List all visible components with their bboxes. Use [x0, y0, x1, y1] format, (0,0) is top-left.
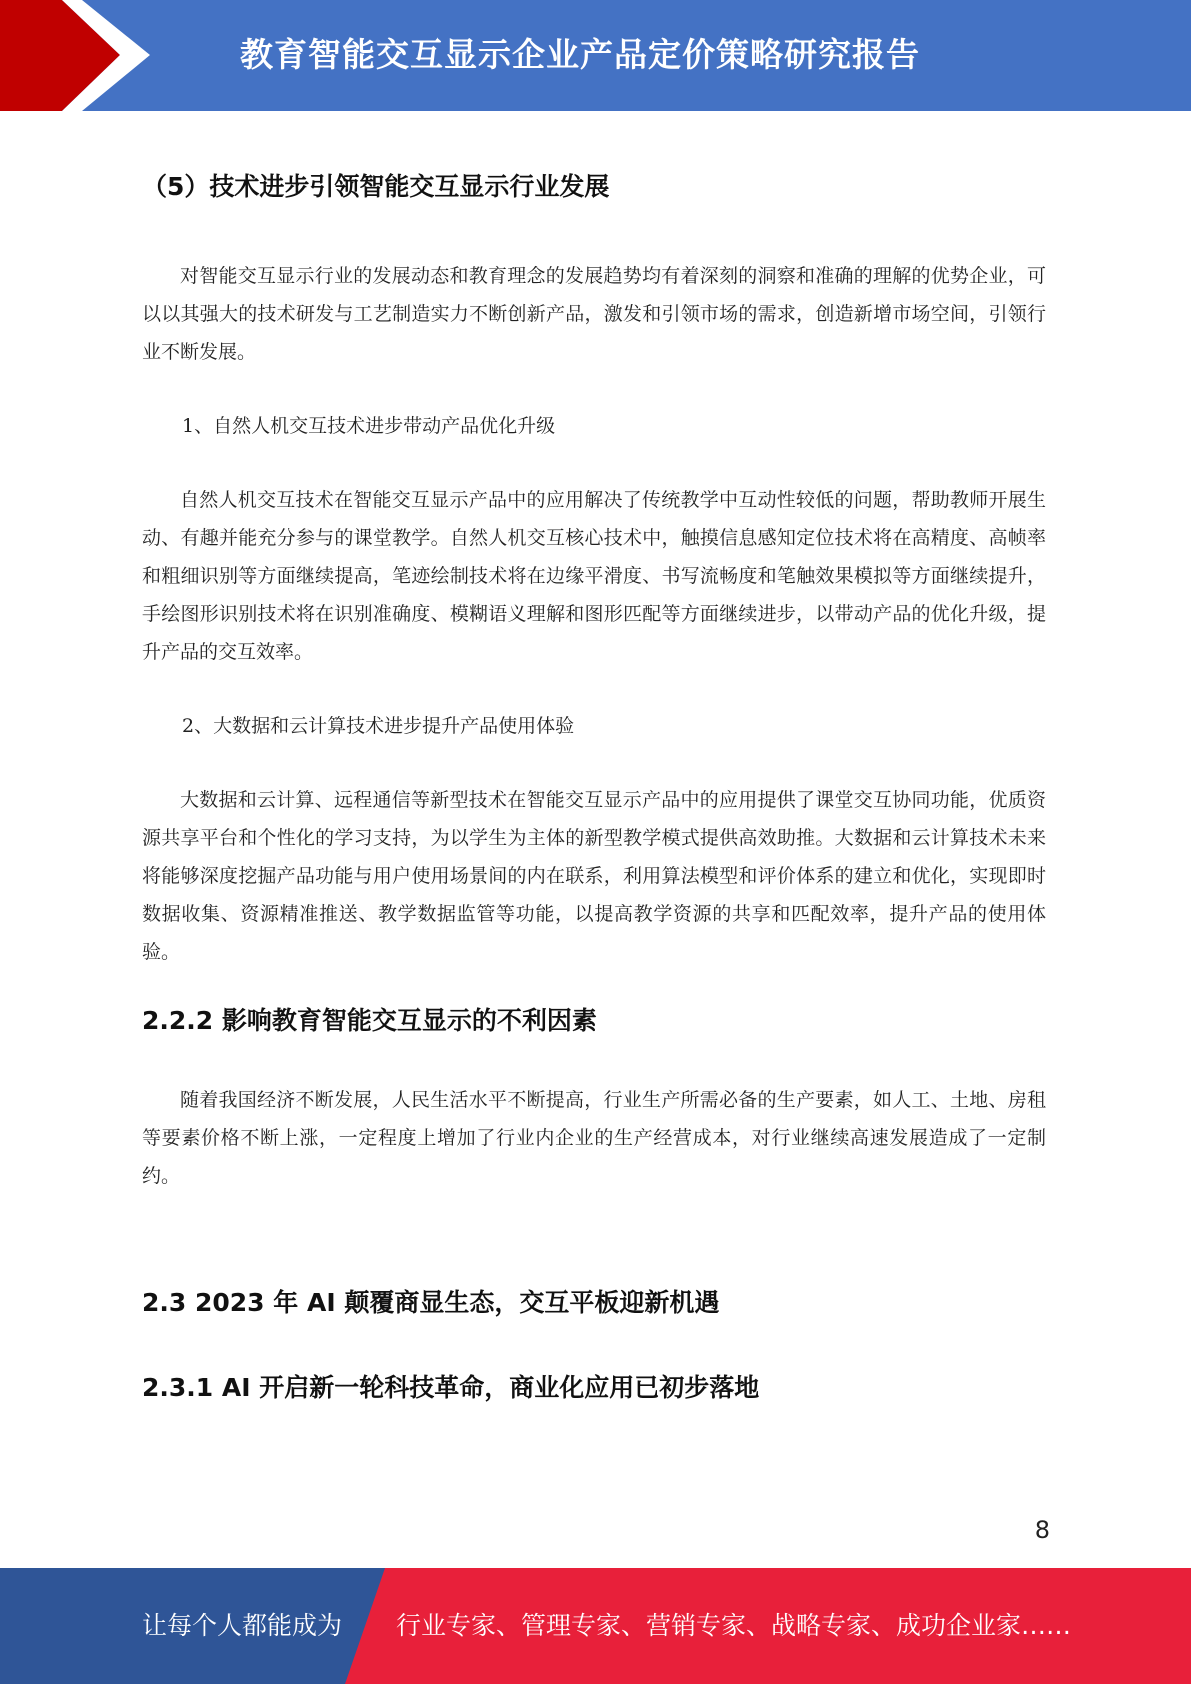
- paragraph-1: 对智能交互显示行业的发展动态和教育理念的发展趋势均有着深刻的洞察和准确的理解的优势企业，可以以其强大的技术研发与工艺制造实力不断创新产品，激发和引领市场的需求，创造新增市场空间，引领行业不断发展。: [142, 265, 1046, 363]
- header-banner: [0, 0, 1191, 111]
- list-item-2: 2、大数据和云计算技术进步提升产品使用体验: [182, 715, 575, 737]
- section-title-2-2-2: 2.2.2 影响教育智能交互显示的不利因素: [142, 1006, 597, 1035]
- page-number: 8: [1034, 1516, 1050, 1544]
- paragraph-4: 随着我国经济不断发展，人民生活水平不断提高，行业生产所需必备的生产要素，如人工、土地、房租等要素价格不断上涨，一定程度上增加了行业内企业的生产经营成本，对行业继续高速发展造成了一定制约。: [142, 1089, 1046, 1187]
- paragraph-3: 大数据和云计算、远程通信等新型技术在智能交互显示产品中的应用提供了课堂交互协同功能，优质资源共享平台和个性化的学习支持，为以学生为主体的新型教学模式提供高效助推。大数据和云计算技术未来将能够深度挖掘产品功能与用户使用场景间的内在联系，利用算法模型和评价体系的建立和优化，实现即时数据收集、资源精准推送、教学数据监管等功能，以提高教学资源的共享和匹配效率，提升产品的使用体验。: [142, 789, 1046, 963]
- list-item-1: 1、自然人机交互技术进步带动产品优化升级: [182, 415, 556, 437]
- red-chevron-decoration: [0, 0, 150, 111]
- footer-banner: [0, 1568, 1191, 1684]
- paragraph-2: 自然人机交互技术在智能交互显示产品中的应用解决了传统教学中互动性较低的问题，帮助教师开展生动、有趣并能充分参与的课堂教学。自然人机交互核心技术中，触摸信息感知定位技术将在高精度、高帧率和粗细识别等方面继续提高，笔迹绘制技术将在边缘平滑度、书写流畅度和笔触效果模拟等方面继续提升，手绘图形识别技术将在识别准确度、模糊语义理解和图形匹配等方面继续进步，以带动产品的优化升级，提升产品的交互效率。: [142, 489, 1046, 663]
- section-title-2-3-1: 2.3.1 AI 开启新一轮科技革命，商业化应用已初步落地: [142, 1373, 760, 1402]
- section-title-2-3: 2.3 2023 年 AI 颠覆商显生态，交互平板迎新机遇: [142, 1288, 720, 1317]
- document-body: [142, 160, 1046, 1408]
- report-title: 教育智能交互显示企业产品定价策略研究报告: [240, 35, 920, 74]
- subsection-title-5: （5）技术进步引领智能交互显示行业发展: [142, 172, 610, 201]
- footer-slogan-left: 让每个人都能成为: [142, 1611, 343, 1640]
- footer-slogan-right: 行业专家、管理专家、营销专家、战略专家、成功企业家……: [396, 1611, 1072, 1640]
